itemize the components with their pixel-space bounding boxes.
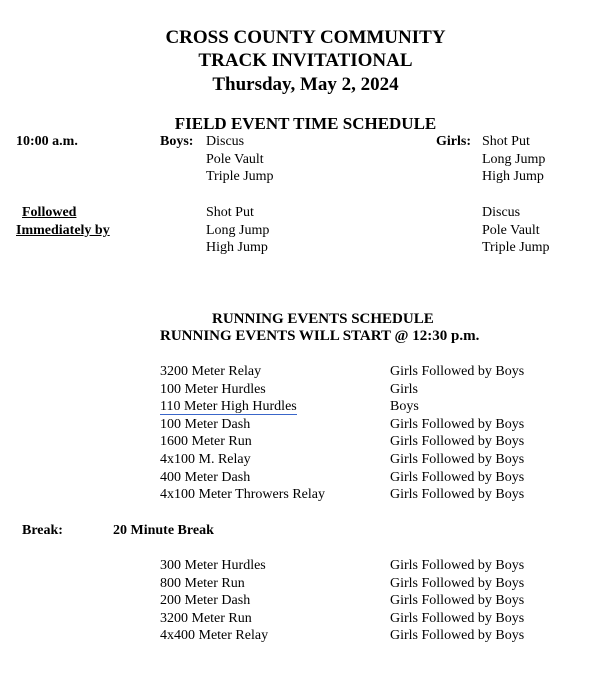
followed-label-line-1: Followed xyxy=(22,205,77,220)
table-row-order: Girls Followed by Boys xyxy=(390,575,525,591)
list-item: Shot Put xyxy=(206,205,254,220)
running-block-2-events xyxy=(160,557,268,645)
list-item: High Jump xyxy=(206,240,268,256)
list-item: Discus xyxy=(206,134,245,149)
list-item: Pole Vault xyxy=(206,151,264,167)
list-item: Triple Jump xyxy=(206,169,274,185)
list-item: Pole Vault xyxy=(482,222,540,238)
table-row-order: Girls Followed by Boys xyxy=(390,628,525,644)
table-row-order: Girls Followed by Boys xyxy=(390,593,525,609)
table-row-event: 3200 Meter Run xyxy=(160,610,252,626)
boys-label: Boys: xyxy=(160,134,194,149)
list-item: Discus xyxy=(482,205,521,220)
title-line-2: TRACK INVITATIONAL xyxy=(198,50,413,71)
list-item: Long Jump xyxy=(206,222,270,238)
field-time: 10:00 a.m. xyxy=(16,134,78,149)
running-block-1-events xyxy=(160,363,325,504)
table-row-event: 300 Meter Hurdles xyxy=(160,558,266,573)
list-item: Shot Put xyxy=(482,134,530,149)
running-start-time: RUNNING EVENTS WILL START @ 12:30 p.m. xyxy=(160,328,480,344)
break-label: Break: xyxy=(22,523,63,538)
list-item: High Jump xyxy=(482,169,544,185)
girls-first-events xyxy=(482,133,545,186)
break-text: 20 Minute Break xyxy=(113,523,214,538)
table-row-order: Girls Followed by Boys xyxy=(390,451,525,467)
table-row-event: 100 Meter Hurdles xyxy=(160,381,266,397)
table-row-event: 400 Meter Dash xyxy=(160,469,251,485)
table-row-order: Girls Followed by Boys xyxy=(390,416,525,432)
table-row-event: 100 Meter Dash xyxy=(160,416,251,432)
event-name: 110 Meter High Hurdles xyxy=(160,399,297,415)
table-row-order: Girls Followed by Boys xyxy=(390,558,525,573)
table-row-order: Girls Followed by Boys xyxy=(390,364,525,379)
table-row-event: 200 Meter Dash xyxy=(160,593,251,609)
table-row-event: 4x100 Meter Throwers Relay xyxy=(160,487,325,503)
table-row-event xyxy=(160,398,325,416)
list-item: Triple Jump xyxy=(482,240,550,256)
table-row-event: 800 Meter Run xyxy=(160,575,245,591)
running-block-2-order xyxy=(390,557,524,645)
table-row-order: Girls Followed by Boys xyxy=(390,469,525,485)
girls-second-events xyxy=(482,204,550,257)
table-row-event: 4x100 M. Relay xyxy=(160,451,251,467)
boys-first-events xyxy=(206,133,274,186)
field-schedule-title: FIELD EVENT TIME SCHEDULE xyxy=(174,114,437,133)
list-item: Long Jump xyxy=(482,151,546,167)
girls-label: Girls: xyxy=(436,134,471,149)
table-row-event: 3200 Meter Relay xyxy=(160,364,262,379)
table-row-order: Boys xyxy=(390,399,419,415)
table-row-order: Girls Followed by Boys xyxy=(390,610,525,626)
table-row-order: Girls xyxy=(390,381,418,397)
table-row-event: 4x400 Meter Relay xyxy=(160,628,269,644)
table-row-order: Girls Followed by Boys xyxy=(390,487,525,503)
running-schedule-title: RUNNING EVENTS SCHEDULE xyxy=(212,311,434,327)
running-block-1-order xyxy=(390,363,524,504)
followed-label-line-2: Immediately by xyxy=(16,223,110,238)
title-date: Thursday, May 2, 2024 xyxy=(212,74,399,95)
table-row-event: 1600 Meter Run xyxy=(160,434,252,450)
table-row-order: Girls Followed by Boys xyxy=(390,434,525,450)
boys-second-events xyxy=(206,204,269,257)
title-line-1: CROSS COUNTY COMMUNITY xyxy=(165,27,446,48)
